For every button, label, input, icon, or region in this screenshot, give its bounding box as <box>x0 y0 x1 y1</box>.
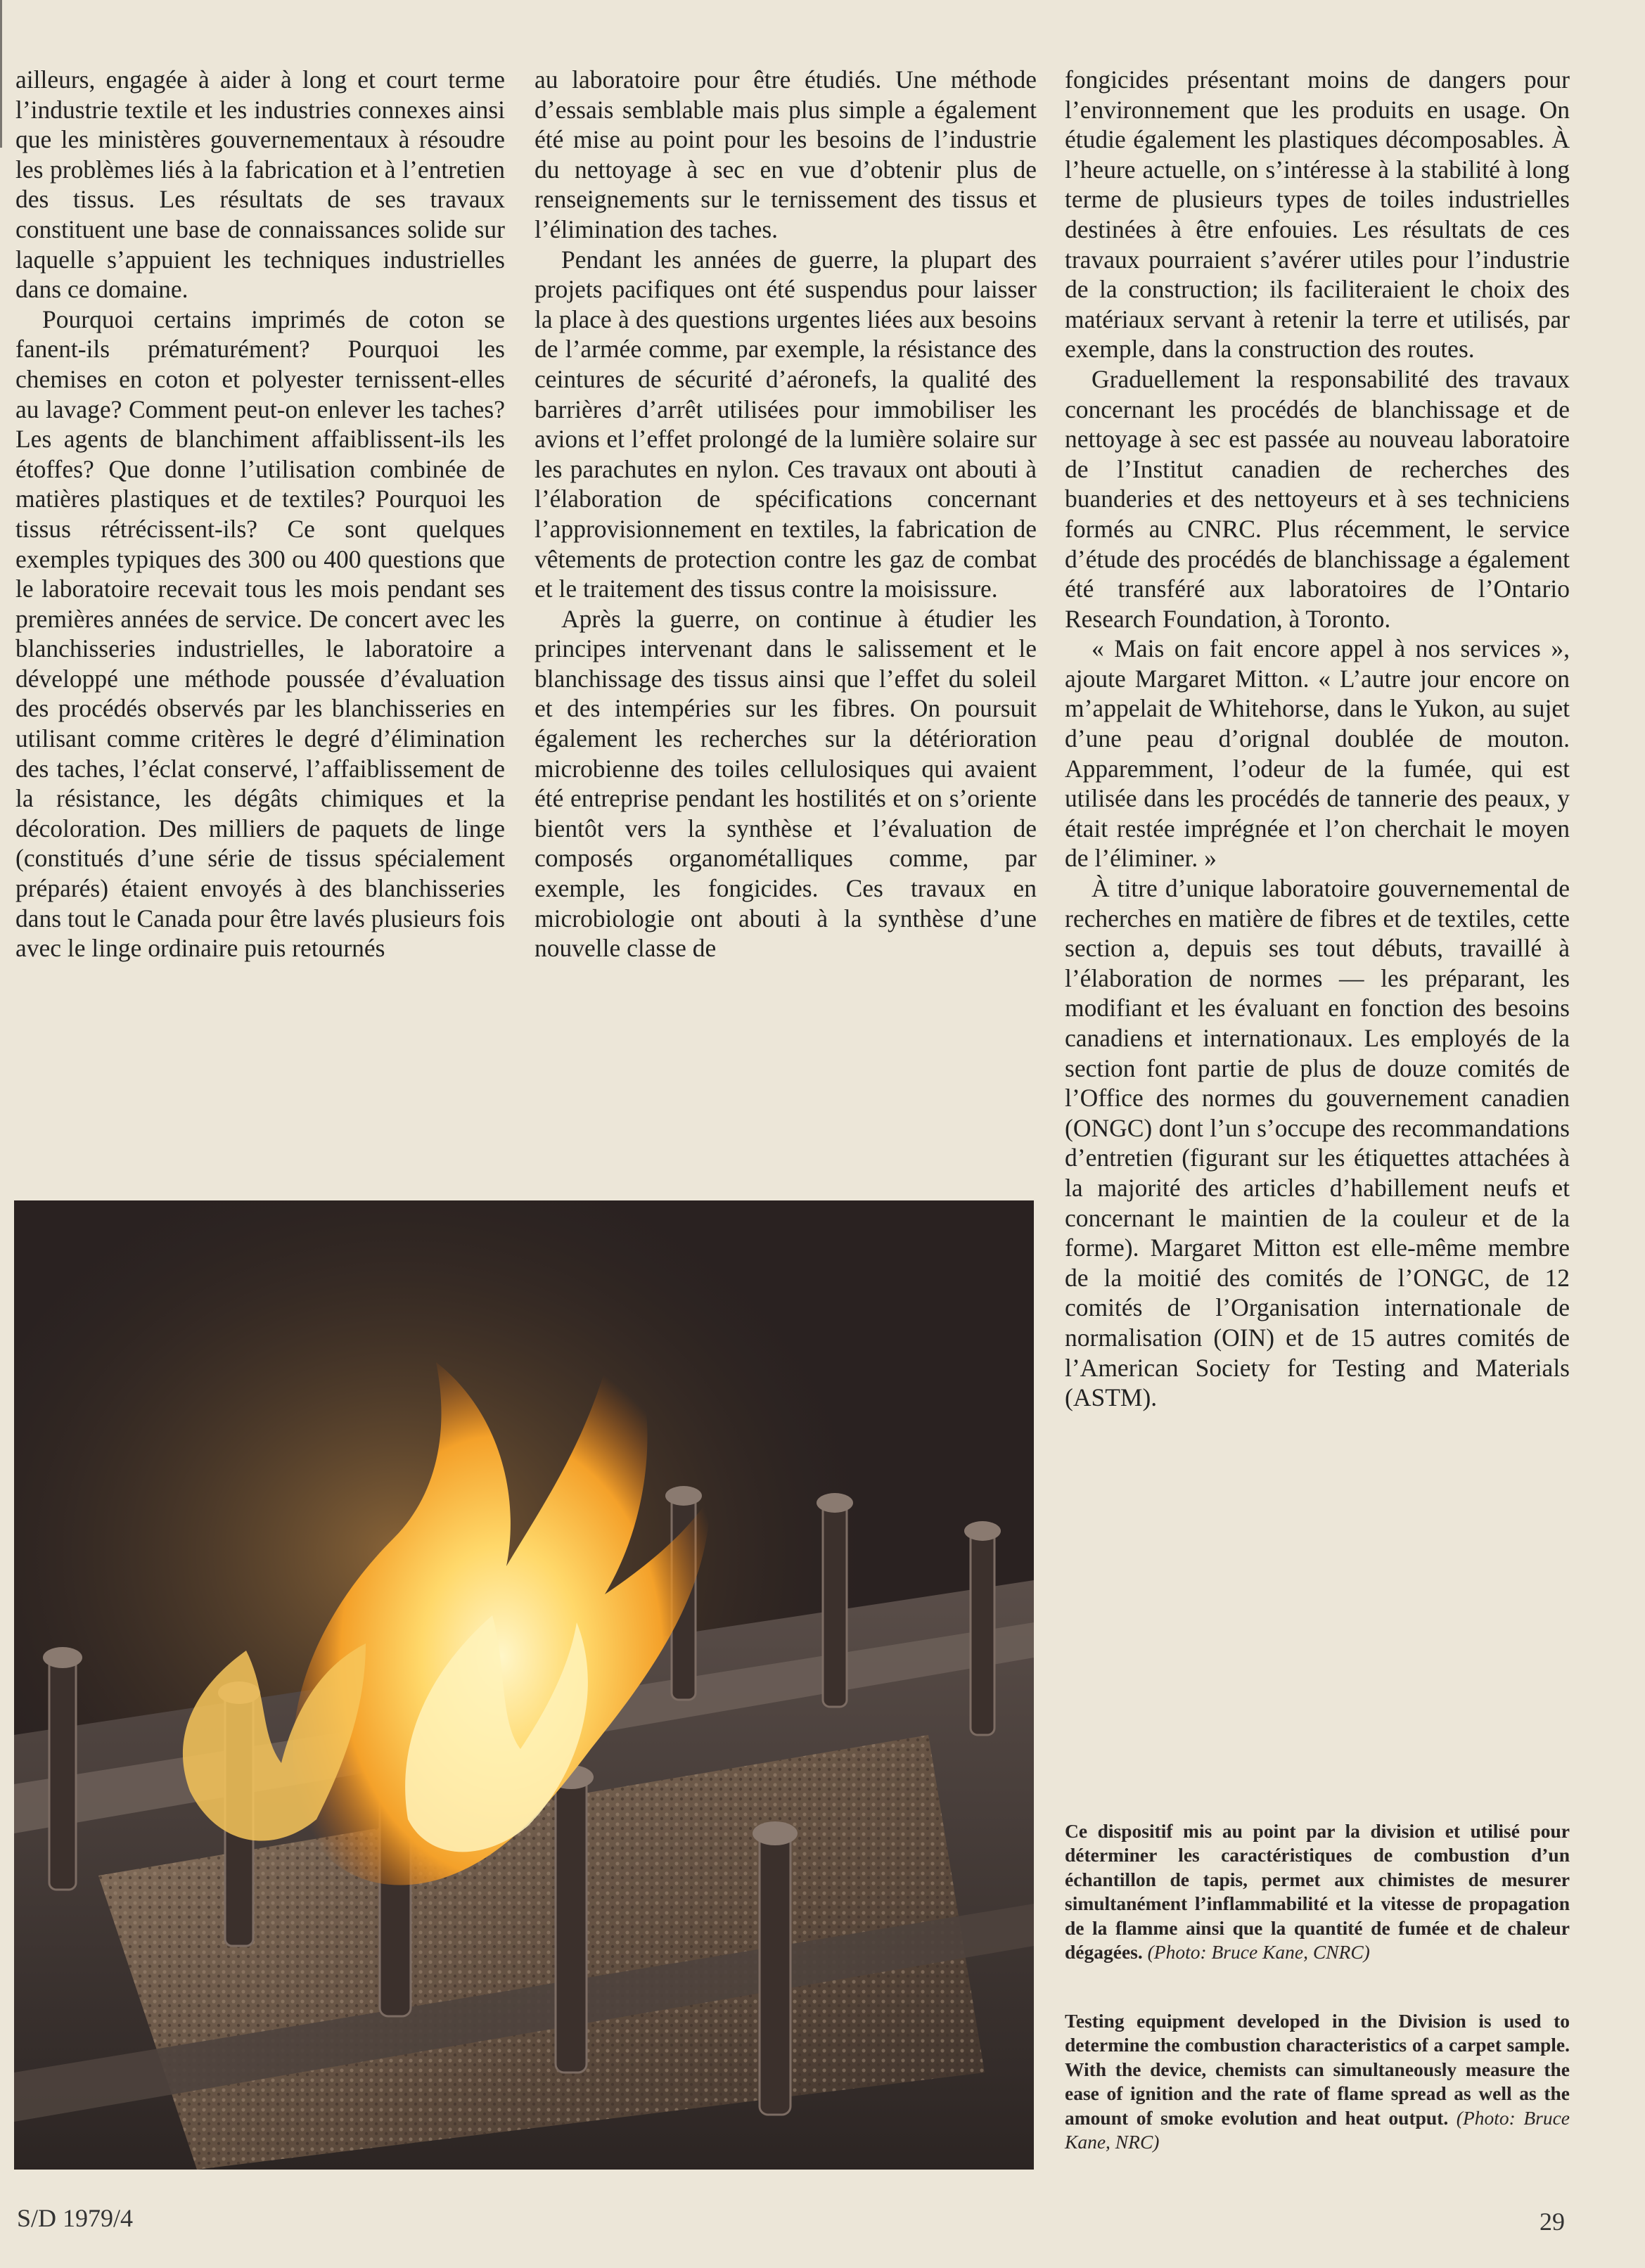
paragraph: fongicides présentant moins de dangers pour l’environnement que les produits en usage. On étudie également les plastiques décomposables. À l’heure actuelle, on s’intéresse à la stabilité à long terme de plusieurs types de toiles industrielles destinées à être enfouies. Les résultats de ces travaux pourraient s’avérer utiles pour l’industrie de la construction; ils faciliteraient le choix des matériaux servant à retenir la terre et utilisés, par exemple, dans la construction des routes. <box>1065 65 1570 364</box>
paragraph: Graduellement la responsabilité des travaux concernant les procédés de blanchissage et de nettoyage à sec est passée au nouveau laboratoire de l’Institut canadien de recherches des buanderies et des nettoyeurs et à ses techniciens formés au CNRC. Plus récemment, le service d’étude des procédés de blanchissage a également été transféré aux laboratoires de l’Ontario Research Foundation, à Toronto. <box>1065 364 1570 633</box>
issue-label: S/D 1979/4 <box>17 2204 134 2232</box>
paragraph: Pendant les années de guerre, la plupart des projets pacifiques ont été suspendus pour laisser la place à des questions urgentes liées aux besoins de l’armée comme, par exemple, la résistance des ceintures de sécurité d’aéronefs, la qualité des barrières d’arrêt utilisées pour immobiliser les avions et l’effet prolongé de la lumière solaire sur les parachutes en nylon. Ces travaux ont abouti à l’élaboration de spécifications concernant l’approvisionnement en textiles, la fabrication de vêtements de protection contre les gaz de combat et le traitement des tissus contre la moisissure. <box>535 245 1037 603</box>
article-column-1 <box>15 65 505 963</box>
photo-caption-english <box>1065 2009 1570 2154</box>
flame-test-photo <box>14 1200 1034 2170</box>
article-column-3 <box>1065 65 1570 1413</box>
photo-credit: (Photo: Bruce Kane, CNRC) <box>1147 1941 1370 1963</box>
caption-text: Ce dispositif mis au point par la division et utilisé pour déterminer les caractéristiques de combustion d’un échantillon de tapis, permet aux chimistes de mesurer simultanément l’inflammabilité et la vitesse de propagation de la flamme ainsi que la quantité de fumée et de chaleur dégagées. <box>1065 1820 1570 1963</box>
photo-credit: (Photo: Bruce Kane, NRC) <box>1065 2106 1570 2153</box>
paragraph: au laboratoire pour être étudiés. Une méthode d’essais semblable mais plus simple a également été mise au point pour les besoins de l’industrie du nettoyage à sec en vue d’obtenir plus de renseignements sur le ternissement des tissus et l’élimination des taches. <box>535 65 1037 243</box>
paragraph: « Mais on fait encore appel à nos services », ajoute Margaret Mitton. « L’autre jour encore on m’appelait de Whitehorse, dans le Yukon, au sujet d’une peau d’orignal doublée de mouton. Apparemment, l’odeur de la fumée, qui est utilisée dans les procédés de tannerie des peaux, y était restée imprégnée et l’on cherchait le moyen de l’éliminer. » <box>1065 634 1570 873</box>
caption-text: Testing equipment developed in the Division is used to determine the combustion characteristics of a carpet sample. With the device, chemists can simultaneously measure the ease of ignition and the rate of flame spread as well as the amount of smoke evolution and heat output. <box>1065 2010 1570 2129</box>
paragraph: ailleurs, engagée à aider à long et court terme l’industrie textile et les industries connexes ainsi que les ministères gouvernementaux à résoudre les problèmes liés à la fabrication et à l’entretien des tissus. Les résultats de ses travaux constituent une base de connaissances solide sur laquelle s’appuient les techniques industrielles dans ce domaine. <box>15 65 505 304</box>
page-edge-shadow <box>0 0 2 148</box>
article-column-2 <box>535 65 1037 963</box>
paragraph: À titre d’unique laboratoire gouvernemental de recherches en matière de fibres et de textiles, cette section a, depuis ses tout débuts, travaillé à l’élaboration de normes — les préparant, les modifiant et les évaluant en fonction des besoins canadiens et internationaux. Les employés de la section font partie de plus de douze comités de l’Office des normes du gouvernement canadien (ONGC) dont l’un s’occupe des recommandations d’entretien (figurant sur les étiquettes attachées à la majorité des articles d’habillement neufs et concernant le maintien de la couleur et de la forme). Margaret Mitton est elle-même membre de la moitié des comités de l’ONGC, de 12 comités de l’Organisation internationale de normalisation (OIN) et de 15 autres comités de l’American Society for Testing and Materials (ASTM). <box>1065 874 1570 1412</box>
paragraph: Après la guerre, on continue à étudier les principes intervenant dans le salissement et le blanchissage des tissus ainsi que l’effet du soleil et des intempéries sur les fibres. On poursuit également les recherches sur la détérioration microbienne des toiles cellulosiques qui avaient été entreprise pendant les hostilités et on s’oriente bientôt vers la synthèse et l’évaluation de composés organométalliques comme, par exemple, les fongicides. Ces travaux en microbiologie ont abouti à la synthèse d’une nouvelle classe de <box>535 604 1037 963</box>
flame-test-illustration <box>14 1200 1034 2170</box>
paragraph: Pourquoi certains imprimés de coton se fanent-ils prématurément? Pourquoi les chemises en coton et polyester ternissent-elles au lavage? Comment peut-on enlever les taches? Les agents de blanchiment affaiblissent-ils les étoffes? Que donne l’utilisation combinée de matières plastiques et de textiles? Pourquoi les tissus rétrécissent-ils? Ce sont quelques exemples typiques des 300 ou 400 questions que le laboratoire recevait tous les mois pendant ses premières années de service. De concert avec les blanchisseries industrielles, le laboratoire a développé une méthode poussée d’évaluation des procédés observés par les blanchisseries en utilisant comme critères le degré d’élimination des taches, l’éclat conservé, l’affaiblissement de la résistance, les dégâts chimiques et la décoloration. Des milliers de paquets de linge (constitués d’une série de tissus spécialement préparés) étaient envoyés à des blanchisseries dans tout le Canada pour être lavés plusieurs fois avec le linge ordinaire puis retournés <box>15 305 506 963</box>
page-number: 29 <box>1540 2208 1565 2236</box>
photo-caption-french <box>1065 1819 1570 1964</box>
